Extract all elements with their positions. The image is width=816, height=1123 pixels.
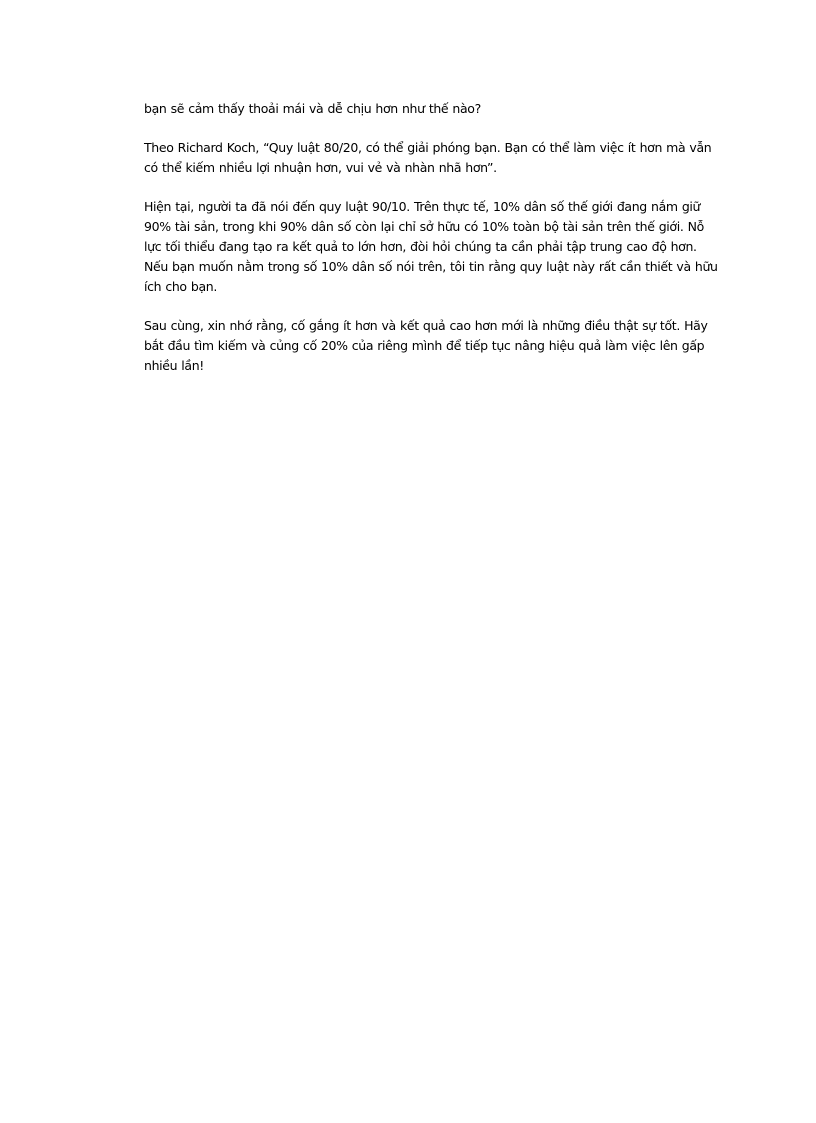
paragraph-2: Theo Richard Koch, “Quy luật 80/20, có thể giải phóng bạn. Bạn có thể làm việc ít hơn mà vẫn có thể kiếm nhiều lợi nhuận hơn, vui vẻ và nhàn nhã hơn”.	[144, 140, 712, 175]
paragraph-4: Sau cùng, xin nhớ rằng, cố gắng ít hơn và kết quả cao hơn mới là những điều thật sự tốt. Hãy bắt đầu tìm kiếm và củng cố 20% của riêng mình để tiếp tục nâng hiệu quả làm việc lên gấp nhiều lần!	[144, 318, 708, 373]
document-body	[144, 99, 724, 395]
paragraph-1: bạn sẽ cảm thấy thoải mái và dễ chịu hơn như thế nào?	[144, 101, 481, 116]
paragraph-3: Hiện tại, người ta đã nói đến quy luật 90/10. Trên thực tế, 10% dân số thế giới đang nắm giữ 90% tài sản, trong khi 90% dân số còn lại chỉ sở hữu có 10% toàn bộ tài sản trên thế giới. Nỗ lực tối thiểu đang tạo ra kết quả to lớn hơn, đòi hỏi chúng ta cần phải tập trung cao độ hơn. Nếu bạn muốn nằm trong số 10% dân số nói trên, tôi tin rằng quy luật này rất cần thiết và hữu ích cho bạn.	[144, 199, 718, 294]
